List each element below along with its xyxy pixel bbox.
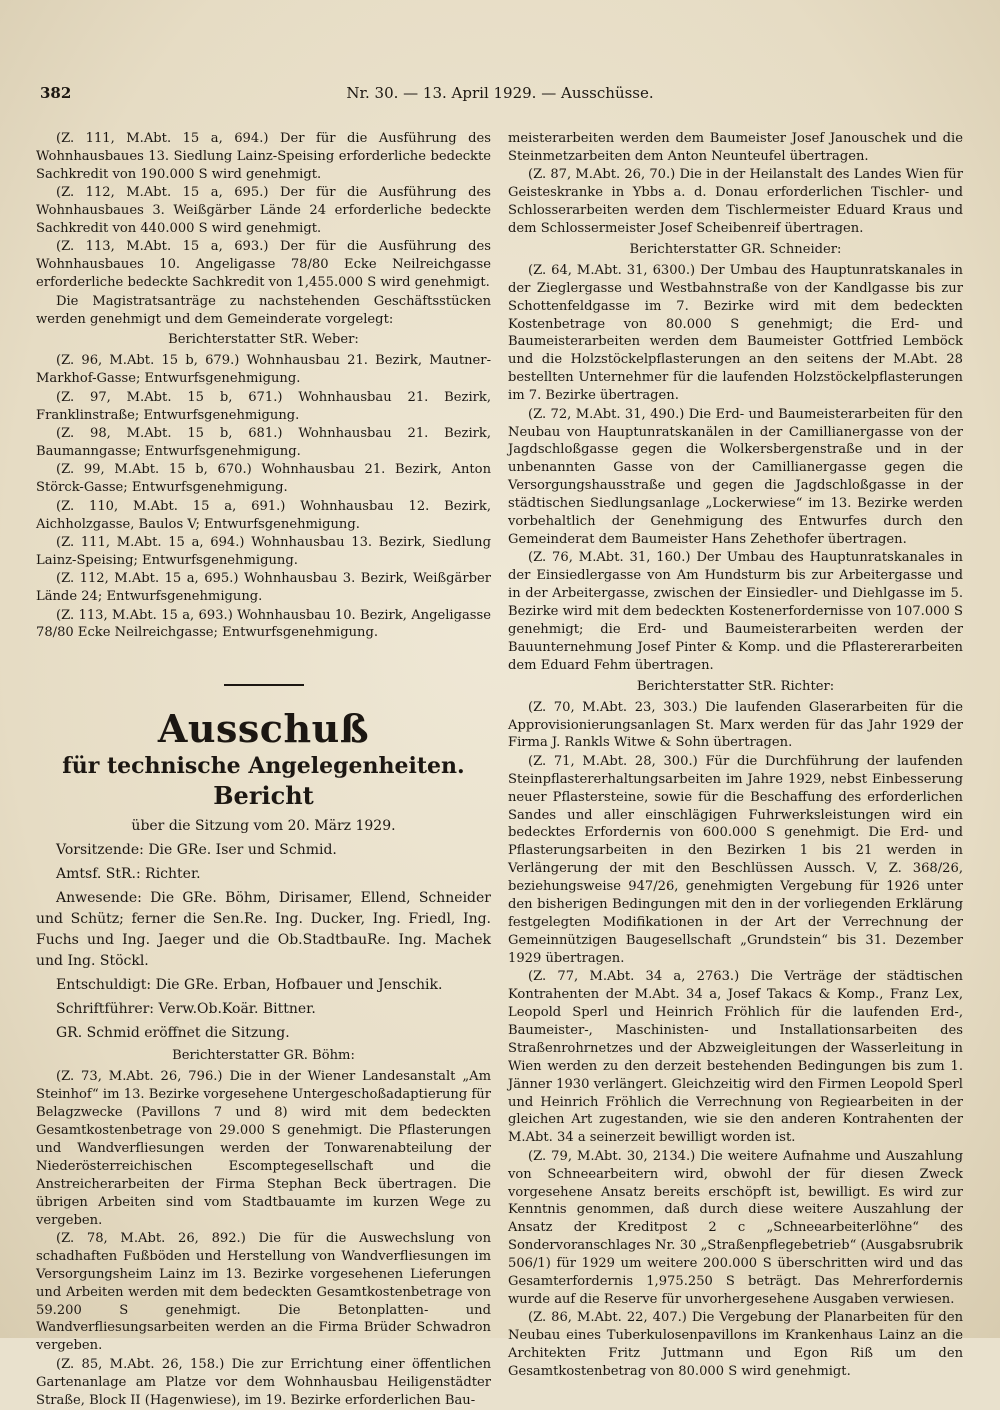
report-heading: Bericht (213, 781, 314, 811)
left-column (36, 130, 491, 1410)
section-divider (224, 684, 304, 686)
list-item: (Z. 113, M.Abt. 15 a, 693.) Wohnhausbau 10. Bezirk, Angeligasse 78/80 Ecke Neilreichgasse; Entwurfsgenehmigung. (36, 607, 491, 641)
page-number: 382 (40, 84, 72, 102)
list-item: (Z. 98, M.Abt. 15 b, 681.) Wohnhausbau 21. Bezirk, Baumanngasse; Entwurfsgenehmigung. (36, 426, 491, 459)
paragraph: Die Magistratsanträge zu nachstehenden Geschäftsstücken werden genehmigt und dem Gemeinderate vorgelegt: (36, 293, 491, 327)
list-item: (Z. 99, M.Abt. 15 b, 670.) Wohnhausbau 21. Bezirk, Anton Störck-Gasse; Entwurfsgenehmigung. (36, 462, 491, 496)
list-item: (Z. 97, M.Abt. 15 b, 671.) Wohnhausbau 21. Bezirk, Franklinstraße; Entwurfsgenehmigung. (36, 389, 491, 423)
paragraph: (Z. 113, M.Abt. 15 a, 693.) Der für die Ausführung des Wohnhausbaues 10. Angeligasse 78/80 Ecke Neilreichgasse erforderliche bedeckte Sachkredit von 1,455.000 S wird genehmigt. (36, 239, 491, 291)
reporter-heading: Berichterstatter GR. Böhm: (172, 1048, 355, 1064)
paragraph: (Z. 73, M.Abt. 26, 796.) Die in der Wiener Landesanstalt „Am Steinhof“ im 13. Bezirke vorgesehene Untergeschoßadaptierung für Belagzwecke (Pavillons 7 und 8) wird mit dem bedeckten Gesamtkostenbetrage von 29.000 S genehmigt. Die Pflasterungen und Wandverfliesungen werden der Tonwarenabteilung der Niederösterreichischen Escomptegesellschaft und die Anstreicherarbeiten der Firma Stephan Beck übertragen. Die übrigen Arbeiten sind vom Stadtbauamte im kurzen Wege zu vergeben. (36, 1069, 491, 1228)
chair-line: Vorsitzende: Die GRe. Iser und Schmid. (56, 842, 337, 859)
running-title: Nr. 30. — 13. April 1929. — Ausschüsse. (346, 84, 654, 102)
paragraph: (Z. 76, M.Abt. 31, 160.) Der Umbau des Hauptunratskanales in der Einsiedlergasse von Am Hundsturm bis zur Arbeitergasse und in der Arbeitergasse, zwischen der Einsiedler- und Diehlgasse im 5. Bezirke wird mit dem bedeckten Kostenerfordernisse von 107.000 S genehmigt; die Erd- und Baumeisterarbeiten werden der Bauunternehmung Josef Pinter & Komp. und die Pflastererarbeiten dem Eduard Fehm übertragen. (508, 550, 963, 673)
paragraph: (Z. 77, M.Abt. 34 a, 2763.) Die Verträge der städtischen Kontrahenten der M.Abt. 34 a, Josef Takacs & Komp., Franz Lex, Leopold Sperl und Heinrich Fröhlich für die laufenden Erd-, Baumeister-, Maschinisten- und Installationsarbeiten des Straßenrohrnetzes und der Abzweigleitungen der Wasserleitung in Wien werden zu den derzeit bestehenden Bedingungen bis zum 1. Jänner 1930 verlängert. Gleichzeitig wird den Firmen Leopold Sperl und Heinrich Fröhlich die Verrechnung von Regiearbeiten in der gleichen Art zugestanden, wie sie den anderen Kontrahenten der M.Abt. 34 a seinerzeit bewilligt worden ist. (508, 969, 963, 1146)
opening-line: GR. Schmid eröffnet die Sitzung. (56, 1025, 290, 1042)
session-metadata (36, 816, 491, 1044)
page-header (40, 84, 960, 106)
paragraph: meisterarbeiten werden dem Baumeister Josef Janouschek und die Steinmetzarbeiten dem Anton Neunteufel übertragen. (508, 131, 963, 164)
secretary-line: Schriftführer: Verw.Ob.Koär. Bittner. (56, 1001, 316, 1018)
reporter-heading: Berichterstatter GR. Schneider: (629, 241, 842, 257)
paragraph: (Z. 79, M.Abt. 30, 2134.) Die weitere Aufnahme und Auszahlung von Schneearbeitern wird, obwohl der für diesen Zweck vorgesehene Ansatz bereits erschöpft ist, bewilligt. Es wird zur Kenntnis genommen, daß durch diese weitere Auszahlung der Ansatz der Kreditpost 2 c „Schneearbeiterlöhne“ des Sondervoranschlages Nr. 30 „Straßenpflegebetrieb“ (Ausgabsrubrik 506/1) für 1929 um weitere 200.000 S überschritten wird und das Gesamterfordernis 1,975.250 S beträgt. Das Mehrerfordernis wurde auf die Reserve für unvorhergesehene Ausgaben verwiesen. (508, 1148, 963, 1307)
paragraph: (Z. 112, M.Abt. 15 a, 695.) Der für die Ausführung des Wohnhausbaues 3. Weißgärber Lände 24 erforderliche bedeckte Sachkredit von 440.000 S wird genehmigt. (36, 185, 491, 237)
right-column (508, 130, 963, 1381)
session-date: über die Sitzung vom 20. März 1929. (131, 818, 396, 835)
excused-line: Entschuldigt: Die GRe. Erban, Hofbauer und Jenschik. (56, 977, 443, 994)
present-line: Anwesende: Die GRe. Böhm, Dirisamer, Ellend, Schneider und Schütz; ferner die Sen.Re. Ing. Ducker, Ing. Friedl, Ing. Fuchs und Ing. Jaeger und die Ob.StadtbauRe. Ing. Machek und Ing. Stöckl. (36, 890, 491, 970)
paragraph: (Z. 78, M.Abt. 26, 892.) Die für die Auswechslung von schadhaften Fußböden und Herstellung von Wandverfliesungen im Versorgungsheim Lainz im 13. Bezirke vorgesehenen Lieferungen und Arbeiten werden mit dem bedeckten Gesamtkostenbetrage von 59.200 S genehmigt. Die Betonplatten- und Wandverfliesungsarbeiten werden an die Firma Brüder Schwadron vergeben. (36, 1230, 491, 1354)
section-title: Ausschuß (157, 706, 370, 752)
paragraph: (Z. 64, M.Abt. 31, 6300.) Der Umbau des Hauptunratskanales in der Zieglergasse und Westbahnstraße von der Kandlgasse bis zur Schottenfeldgasse im 7. Bezirke wird mit dem bedeckten Kostenbetrage von 80.000 S genehmigt; die Erd- und Baumeisterarbeiten werden dem Baumeister Gottfried Lemböck und die Holzstöckelpflasterungen an den seitens der M.Abt. 28 bestellten Unternehmer für die laufenden Holzstöckelpflasterungen im 7. Bezirke übertragen. (508, 262, 963, 404)
list-item: (Z. 111, M.Abt. 15 a, 694.) Wohnhausbau 13. Bezirk, Siedlung Lainz-Speising; Entwurfsgenehmigung. (36, 534, 491, 568)
list-item: (Z. 96, M.Abt. 15 b, 679.) Wohnhausbau 21. Bezirk, Mautner-Markhof-Gasse; Entwurfsgenehmigung. (36, 353, 491, 387)
paragraph: (Z. 72, M.Abt. 31, 490.) Die Erd- und Baumeisterarbeiten für den Neubau von Hauptunratskanälen in der Camillianergasse von der Jagdschloßgasse gegen die Wolkersbergenstraße und in der unbenannten Gasse von der Camillianergasse gegen die Versorgungshausstraße und gegen die Jagdschloßgasse in der städtischen Siedlungsanlage „Lockerwiese“ im 13. Bezirke werden vorbehaltlich der Genehmigung des Entwurfes durch den Gemeinderat dem Baumeister Hans Zehethofer übertragen. (508, 406, 963, 547)
paragraph: (Z. 111, M.Abt. 15 a, 694.) Der für die Ausführung des Wohnhausbaues 13. Siedlung Lainz-Speising erforderliche bedeckte Sachkredit von 190.000 S wird genehmigt. (36, 131, 491, 182)
reporter-heading: Berichterstatter StR. Richter: (636, 678, 835, 694)
section-subtitle: für technische Angelegenheiten. (62, 753, 465, 780)
paragraph: (Z. 86, M.Abt. 22, 407.) Die Vergebung der Planarbeiten für den Neubau eines Tuberkulosenpavillons im Krankenhaus Lainz an die Architekten Fritz Juttmann und Egon Riß um den Gesamtkostenbetrag von 80.000 S wird genehmigt. (508, 1310, 963, 1380)
reporter-heading: Berichterstatter StR. Weber: (168, 332, 359, 348)
paragraph: (Z. 71, M.Abt. 28, 300.) Für die Durchführung der laufenden Steinpflastererhaltungsarbeiten im Jahre 1929, nebst Einbesserung neuer Pflastersteine, sowie für die Beschaffung des erforderlichen Sandes und aller einschlägigen Fuhrwerksleistungen wird ein bedecktes Erfordernis von 600.000 S genehmigt. Die Erd- und Pflasterungsarbeiten in den Bezirken 1 bis 21 werden in Verlängerung der mit den Beschlüssen Aussch. V, Z. 368/26, beziehungsweise 947/26, genehmigten Vergebung für 1926 unter den bisherigen Bedingungen mit den in der vorliegenden Erklärung festgelegten Modifikationen in der Art der Verrechnung der Gemeinnützigen Baugesellschaft „Grundstein“ bis 31. Dezember 1929 übertragen. (508, 753, 963, 966)
list-item: (Z. 110, M.Abt. 15 a, 691.) Wohnhausbau 12. Bezirk, Aichholzgasse, Baulos V; Entwurfsgenehmigung. (36, 498, 491, 532)
list-item: (Z. 112, M.Abt. 15 a, 695.) Wohnhausbau 3. Bezirk, Weißgärber Lände 24; Entwurfsgenehmigung. (36, 571, 491, 605)
paragraph: (Z. 87, M.Abt. 26, 70.) Die in der Heilanstalt des Landes Wien für Geisteskranke in Ybbs a. d. Donau erforderlichen Tischler- und Schlosserarbeiten werden dem Tischlermeister Eduard Kraus und dem Schlossermeister Josef Scheibenreif übertragen. (508, 167, 963, 237)
official-line: Amtsf. StR.: Richter. (56, 866, 201, 883)
paragraph: (Z. 85, M.Abt. 26, 158.) Die zur Errichtung einer öffentlichen Gartenanlage am Platze vor dem Wohnhausbau Heiligenstädter Straße, Block II (Hagenwiese), im 19. Bezirke erforderlichen Bau- (36, 1356, 491, 1408)
paragraph: (Z. 70, M.Abt. 23, 303.) Die laufenden Glaserarbeiten für die Approvisionierungsanlagen St. Marx werden für das Jahr 1929 der Firma J. Rankls Witwe & Sohn übertragen. (508, 699, 963, 751)
